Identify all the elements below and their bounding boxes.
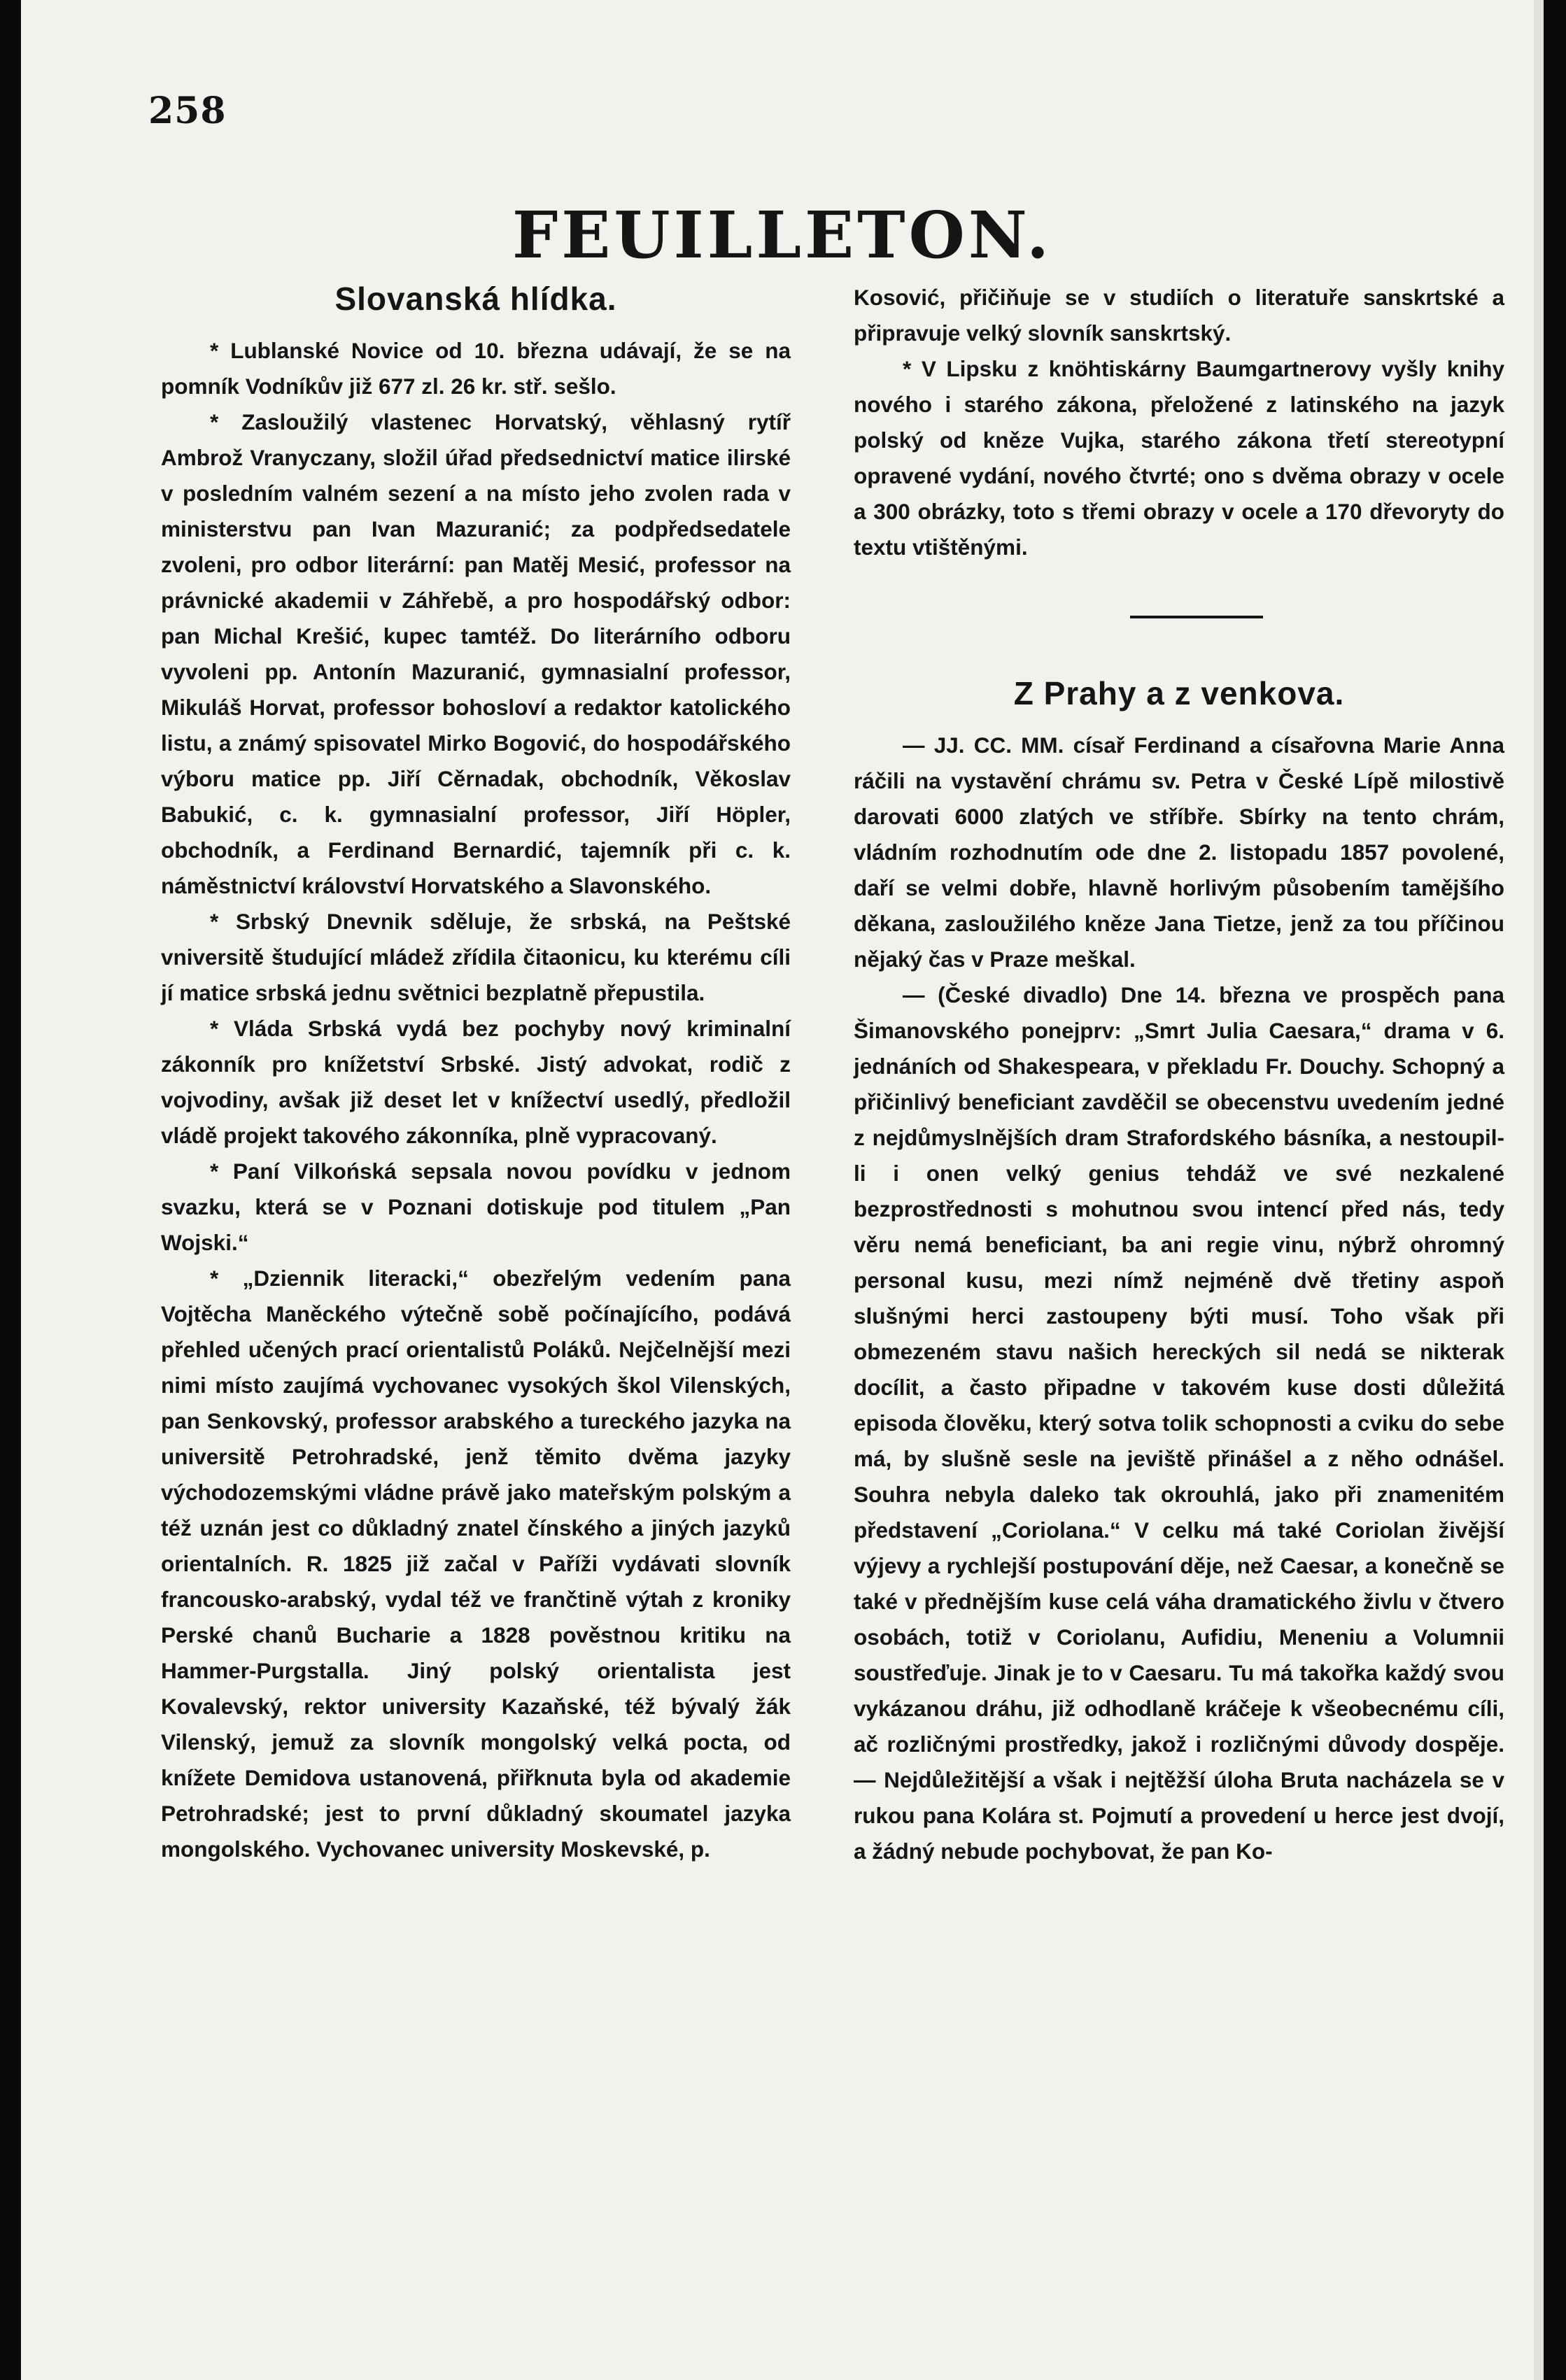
news-paragraph: * „Dziennik literacki,“ obezřelým vedením pana Vojtěcha Maněckého výtečně sobě počínajícího, podává přehled učených prací orientalistů Poláků. Nejčelnější mezi nimi místo zaujímá vychovanec vysokých škol Vilenských, pan Senkovský, professor arabského a tureckého jazyka na universitě Petrohradské, jenž těmito dvěma jazyky východozemskými vládne právě jako mateřským polským a též uznán jest co důkladný znatel čínského a jiných jazyků orientalních. R. 1825 již začal v Paříži vydávati slovník francousko-arabský, vydal též ve frančtině výtah z kroniky Perské chanů Bucharie a 1828 pověstnou kritiku na Hammer-Purgstalla. Jiný polský orientalista jest Kovalevský, rektor university Kazaňské, též bývalý žák Vilenský, jemuž za slovník mongolský velká pocta, od knížete Demidova ustanovená, přiřknuta byla od akademie Petrohradské; jest to první důkladný skoumatel jazyka mongolského. Vychovanec university Moskevské, p.	[161, 1266, 791, 1862]
continued-paragraph: Kosović, přičiňuje se v studiích o literatuře sanskrtské a připravuje velký slovník sanskrtský.	[854, 285, 1504, 346]
news-paragraph: * Lublanské Novice od 10. března udávají, že se na pomník Vodníkův již 677 zl. 26 kr. stř. sešlo.	[161, 338, 791, 399]
newspaper-page	[21, 0, 1544, 2380]
section-divider	[1130, 616, 1263, 618]
news-paragraph: * Srbský Dnevnik sděluje, že srbská, na Peštské vniversitě študující mládež zřídila čitaonicu, ku kterému cíli jí matice srbská jednu světnici bezplatně přepustila.	[161, 909, 791, 1005]
page-edge	[1534, 0, 1544, 2380]
left-column	[161, 280, 791, 1867]
news-paragraph: * Paní Vilkońská sepsala novou povídku v jednom svazku, která se v Poznani dotiskuje pod titulem „Pan Wojski.“	[161, 1159, 791, 1255]
news-paragraph: * Vláda Srbská vydá bez pochyby nový kriminalní zákonník pro knížetství Srbské. Jistý advokat, rodič z vojvodiny, avšak již deset let v knížectví usedlý, předložil vládě projekt takového zákonníka, plně vypracovaný.	[161, 1016, 791, 1148]
right-heading: Z Prahy a z venkova.	[1013, 675, 1345, 711]
news-paragraph: * Zasloužilý vlastenec Horvatský, věhlasný rytíř Ambrož Vranyczany, složil úřad předsednictví matice ilirské v posledním valném sezení a na místo jeho zvolen rada v ministerstvu pan Ivan Mazuranić; za podpředsedatele zvoleni, pro odbor literární: pan Matěj Mesić, professor na právnické akademii v Záhřebě, a pro hospodářský odbor: pan Michal Krešić, kupec tamtéž. Do literárního odboru vyvoleni pp. Antonín Mazuranić, gymnasialní professor, Mikuláš Horvat, professor bohosloví a redaktor katolického listu, a známý spisovatel Mirko Bogović, do hospodářského výboru matice pp. Jiří Cěrnadak, obchodník, Věkoslav Babukić, c. k. gymnasialní professor, Jiří Höpler, obchodník, a Ferdinand Bernardić, tajemník při c. k. náměstnictví království Horvatského a Slavonského.	[161, 409, 791, 898]
left-heading: Slovanská hlídka.	[334, 281, 617, 317]
news-paragraph: * V Lipsku z knöhtiskárny Baumgartnerovy vyšly knihy nového i starého zákona, přeložené z latinského na jazyk polský od kněze Vujka, starého zákona třetí stereotypní opravené vydání, nového čtvrté; ono s dvěma obrazy v ocele a 300 obrázky, toto s třemi obrazy v ocele a 170 dřevoryty do textu vtištěnými.	[854, 356, 1504, 560]
news-paragraph: — JJ. CC. MM. císař Ferdinand a císařovna Marie Anna ráčili na vystavění chrámu sv. Petra v České Lípě milostivě darovati 6000 zlatých ve stříbře. Sbírky na tento chrám, vládním rozhodnutím ode dne 2. listopadu 1857 povolené, daří se velmi dobře, hlavně horlivým působením tamějšího děkana, zasloužilého kněze Jana Tietze, jenž za tou příčinou nějaký čas v Praze meškal.	[854, 732, 1504, 972]
page-number: 258	[148, 90, 227, 132]
news-paragraph: — (České divadlo) Dne 14. března ve prospěch pana Šimanovského ponejprv: „Smrt Julia Caesara,“ drama v 6. jednáních od Shakespeara, v překladu Fr. Douchy. Schopný a přičinlivý beneficiant zavděčil se obecenstvu uvedením jedné z nejdůmyslnějších dram Strafordského básníka, a nestoupil-li i onen velký genius tehdáž ve své nezkalené bezprostřednosti s mohutnou svou intencí před nás, tedy věru nemá beneficiant, ba ani regie vinu, nýbrž ohromný personal kusu, mezi nímž nejméně dvě třetiny aspoň slušnými herci zastoupeny býti musí. Toho však při obmezeném stavu našich hereckých sil nedá se nikterak docílit, a často připadne v takovém kuse dosti důležitá episoda člověku, který sotva tolik schopnosti a cviku do sebe má, by slušně sesle na jeviště přinášel a z něho odnášel. Souhra nebyla daleko tak okrouhlá, jako při znamenitém představení „Coriolana.“ V celku má také Coriolan živější výjevy a rychlejší postupování děje, než Caesar, a konečně se také v přednějším kuse celá váha dramatického živlu v čtvero osobách, totiž v Coriolanu, Aufidiu, Meneniu a Volumnii soustřeďuje. Jinak je to v Caesaru. Tu má takořka každý svou vykázanou dráhu, již odhodlaně kráčeje k všeobecnému cíli, ač rozličnými prostředky, jakož i rozličnými důvody dospěje. — Nejdůležitější a však i nejtěžší úloha Bruta nacházela se v rukou pana Kolára st. Pojmutí a provedení u herce jest dvojí, a žádný nebude pochybovat, že pan Ko-	[854, 982, 1504, 1864]
section-title: FEUILLETON.	[512, 197, 1053, 273]
right-column	[854, 280, 1504, 1869]
